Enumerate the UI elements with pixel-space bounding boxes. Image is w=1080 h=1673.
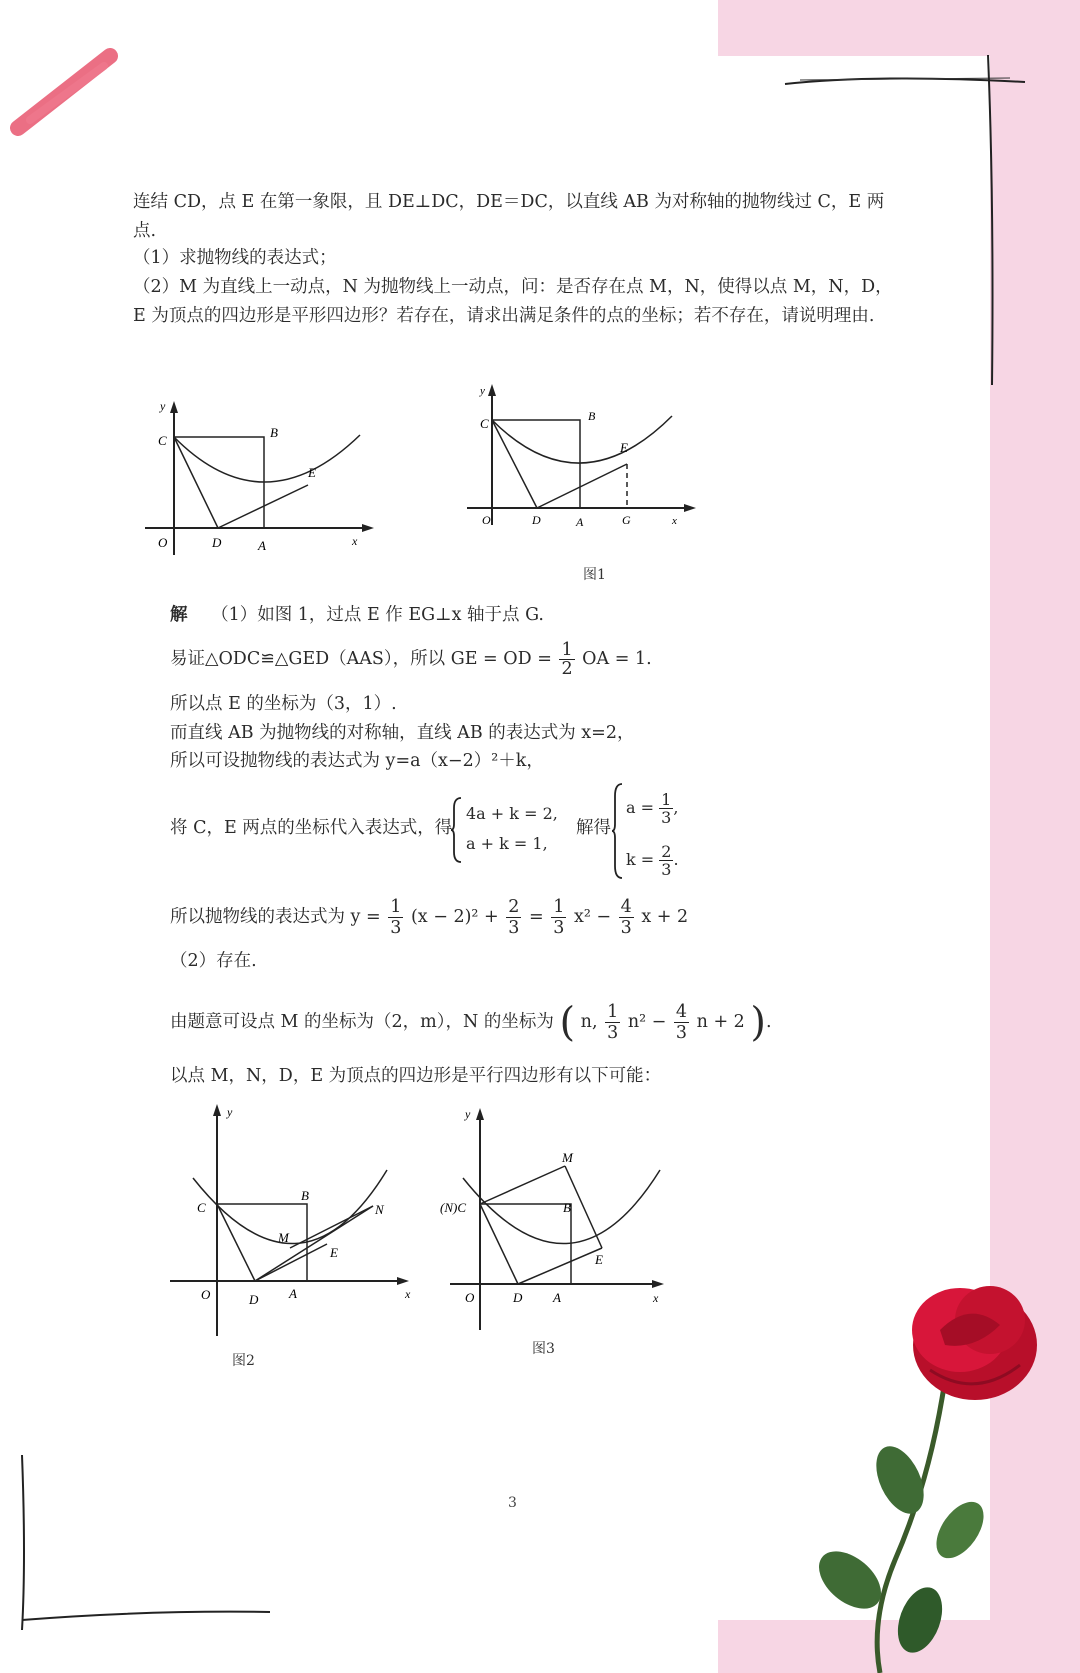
figure-0 [130, 395, 380, 570]
fig2-label-x: x [405, 1287, 411, 1301]
problem-line1: 连结 CD，点 E 在第一象限，且 DE⊥DC，DE＝DC，以直线 AB 为对称轴的抛物线过 C，E 两点. [133, 192, 885, 241]
s7-frac4-num: 4 [620, 897, 632, 917]
solution-s6-pre: 将 C，E 两点的坐标代入表达式，得 [170, 818, 453, 838]
fig2-label-m: M [278, 1230, 289, 1245]
s7-frac1 [388, 897, 403, 938]
fig2-label-y: y [227, 1105, 233, 1119]
system2-a-label: a = [626, 798, 655, 817]
fig3-label-y: y [465, 1107, 471, 1121]
fig1-label-b: B [588, 409, 596, 423]
fraction-a-den: 3 [661, 808, 672, 827]
s9-frac2-num: 4 [675, 1002, 688, 1022]
s7-frac3-num: 1 [553, 897, 565, 917]
fig2-label-o: O [201, 1287, 211, 1302]
fig0-label-o: O [158, 535, 168, 550]
fig2-label-a: A [289, 1286, 297, 1301]
s7-frac1-num: 1 [390, 897, 402, 917]
figure-3 [435, 1098, 675, 1333]
fraction-den: 2 [561, 659, 573, 679]
solution-head: 解 [170, 605, 188, 625]
fig0-label-e: E [308, 465, 316, 480]
solution-s4: 而直线 AB 为抛物线的对称轴，直线 AB 的表达式为 x=2， [170, 723, 635, 743]
s7-frac2-num: 2 [508, 897, 520, 917]
fig1-label-d: D [532, 513, 541, 527]
pen-line-left [22, 1455, 24, 1630]
s7-frac2-den: 3 [508, 918, 520, 938]
fig2-label-e: E [330, 1245, 338, 1260]
s7-m3: x + 2 [641, 907, 689, 927]
system1-eq2: a + k = 1, [466, 834, 548, 853]
s7-frac1-den: 3 [390, 918, 402, 938]
solution-line2 [170, 641, 652, 678]
fig3-label-e: E [595, 1252, 603, 1267]
fraction-half [559, 641, 574, 678]
s7-frac3 [551, 897, 566, 938]
fig3-label-b: B [563, 1200, 571, 1215]
s9-frac1 [605, 1002, 620, 1043]
fig3-label-a: A [553, 1290, 561, 1305]
pen-line-bottom [22, 1612, 270, 1620]
fig1-label-y: y [480, 385, 485, 397]
solution-s2-post: OA = 1. [582, 649, 652, 669]
fig3-caption: 图3 [532, 1341, 555, 1357]
system2-k-label: k = [626, 850, 655, 869]
fig1-caption: 图1 [583, 567, 606, 583]
s7-frac2 [506, 897, 521, 938]
brace-left-2 [612, 782, 624, 880]
fig0-label-a: A [258, 538, 266, 553]
fraction-k-den: 3 [661, 860, 672, 879]
pen-line-right [988, 55, 993, 385]
solution-s9: 由题意可设点 M 的坐标为（2，m），N 的坐标为 ( n, $\frac{1}{3}$ n² − $\frac{4}{3}$ n + 2 ). [170, 999, 772, 1046]
fraction-a [659, 791, 673, 826]
fig3-label-d: D [513, 1290, 523, 1305]
fig3-label-nc: (N)C [440, 1200, 466, 1215]
fraction-num: 1 [561, 640, 573, 660]
brace-left-1 [451, 796, 463, 864]
solution-s6-mid: 解得 [576, 818, 611, 838]
system1-eq1: 4a + k = 2, [466, 804, 558, 823]
solution-s3: 所以点 E 的坐标为（3，1）. [170, 694, 397, 714]
s7-eq: = [528, 907, 544, 927]
s9-b: n² − [627, 1012, 667, 1032]
solution-s10: 以点 M，N，D，E 为顶点的四边形是平行四边形有以下可能： [170, 1066, 662, 1086]
page-number: 3 [508, 1495, 517, 1511]
s9-frac2-den: 3 [675, 1023, 688, 1043]
fig1-label-e: E [620, 440, 628, 455]
solution-line1 [170, 601, 544, 629]
fraction-k-num: 2 [661, 842, 672, 861]
s7-pre: 所以抛物线的表达式为 y = [170, 907, 381, 927]
solution-s8: （2）存在. [170, 951, 257, 971]
s9-frac1-num: 1 [607, 1002, 619, 1022]
s9-c: n + 2 [696, 1012, 745, 1032]
fig1-label-g: G [622, 513, 631, 527]
solution-s1: （1）如图 1，过点 E 作 EG⊥x 轴于点 G. [211, 605, 544, 625]
fig0-label-x: x [352, 534, 358, 548]
paren-open: ( [559, 999, 576, 1046]
fraction-k [659, 843, 673, 878]
s7-m2: x² − [573, 907, 612, 927]
fig2-label-b: B [301, 1188, 309, 1203]
red-brush-stroke [18, 56, 110, 128]
s7-frac4 [619, 897, 634, 938]
paren-close: ) [750, 999, 767, 1046]
fraction-a-num: 1 [661, 790, 672, 809]
fig0-label-d: D [212, 535, 222, 550]
fig0-label-c: C [158, 433, 167, 448]
problem-question1: （1）求抛物线的表达式； [133, 248, 337, 268]
solution-s5: 所以可设抛物线的表达式为 y=a（x−2）²＋k， [170, 751, 544, 771]
fig2-label-d: D [249, 1292, 259, 1307]
s9-pre: 由题意可设点 M 的坐标为（2，m），N 的坐标为 [170, 1012, 554, 1032]
fig3-label-o: O [465, 1290, 475, 1305]
fig0-label-b: B [270, 425, 278, 440]
problem-question2: （2）M 为直线上一动点，N 为抛物线上一动点，问：是否存在点 M，N，使得以点 M，N，D，E 为顶点的四边形是平形四边形？若存在，请求出满足条件的点的坐标；若不存在，请说明理由. [133, 277, 893, 326]
solution-s2-pre: 易证△ODC≌△GED（AAS），所以 GE = OD = [170, 649, 552, 669]
fig2-label-c: C [197, 1200, 206, 1215]
figure-1 [462, 380, 707, 540]
fig1-label-o: O [482, 513, 491, 527]
s9-frac2 [674, 1002, 689, 1043]
fig3-label-x: x [653, 1291, 659, 1305]
s9-a: n, [580, 1012, 598, 1032]
s7-m1: (x − 2)² + [410, 907, 499, 927]
fig0-label-y: y [160, 399, 166, 413]
figure-2 [165, 1098, 420, 1343]
system2-eq1: a = $\frac{1}{3}$ , [626, 790, 679, 827]
fig1-label-c: C [480, 416, 489, 431]
fig1-label-x: x [672, 515, 677, 527]
fig2-caption: 图2 [232, 1353, 255, 1369]
s7-frac3-den: 3 [553, 918, 565, 938]
s7-frac4-den: 3 [620, 918, 632, 938]
solution-s7 [170, 897, 688, 938]
s9-frac1-den: 3 [607, 1023, 619, 1043]
rose-decoration [808, 1286, 1037, 1673]
system2-eq2: k = $\frac{2}{3}$ . [626, 842, 679, 879]
fig2-label-n: N [375, 1202, 384, 1217]
fig1-label-a: A [576, 515, 584, 529]
fig3-label-m: M [562, 1150, 573, 1165]
